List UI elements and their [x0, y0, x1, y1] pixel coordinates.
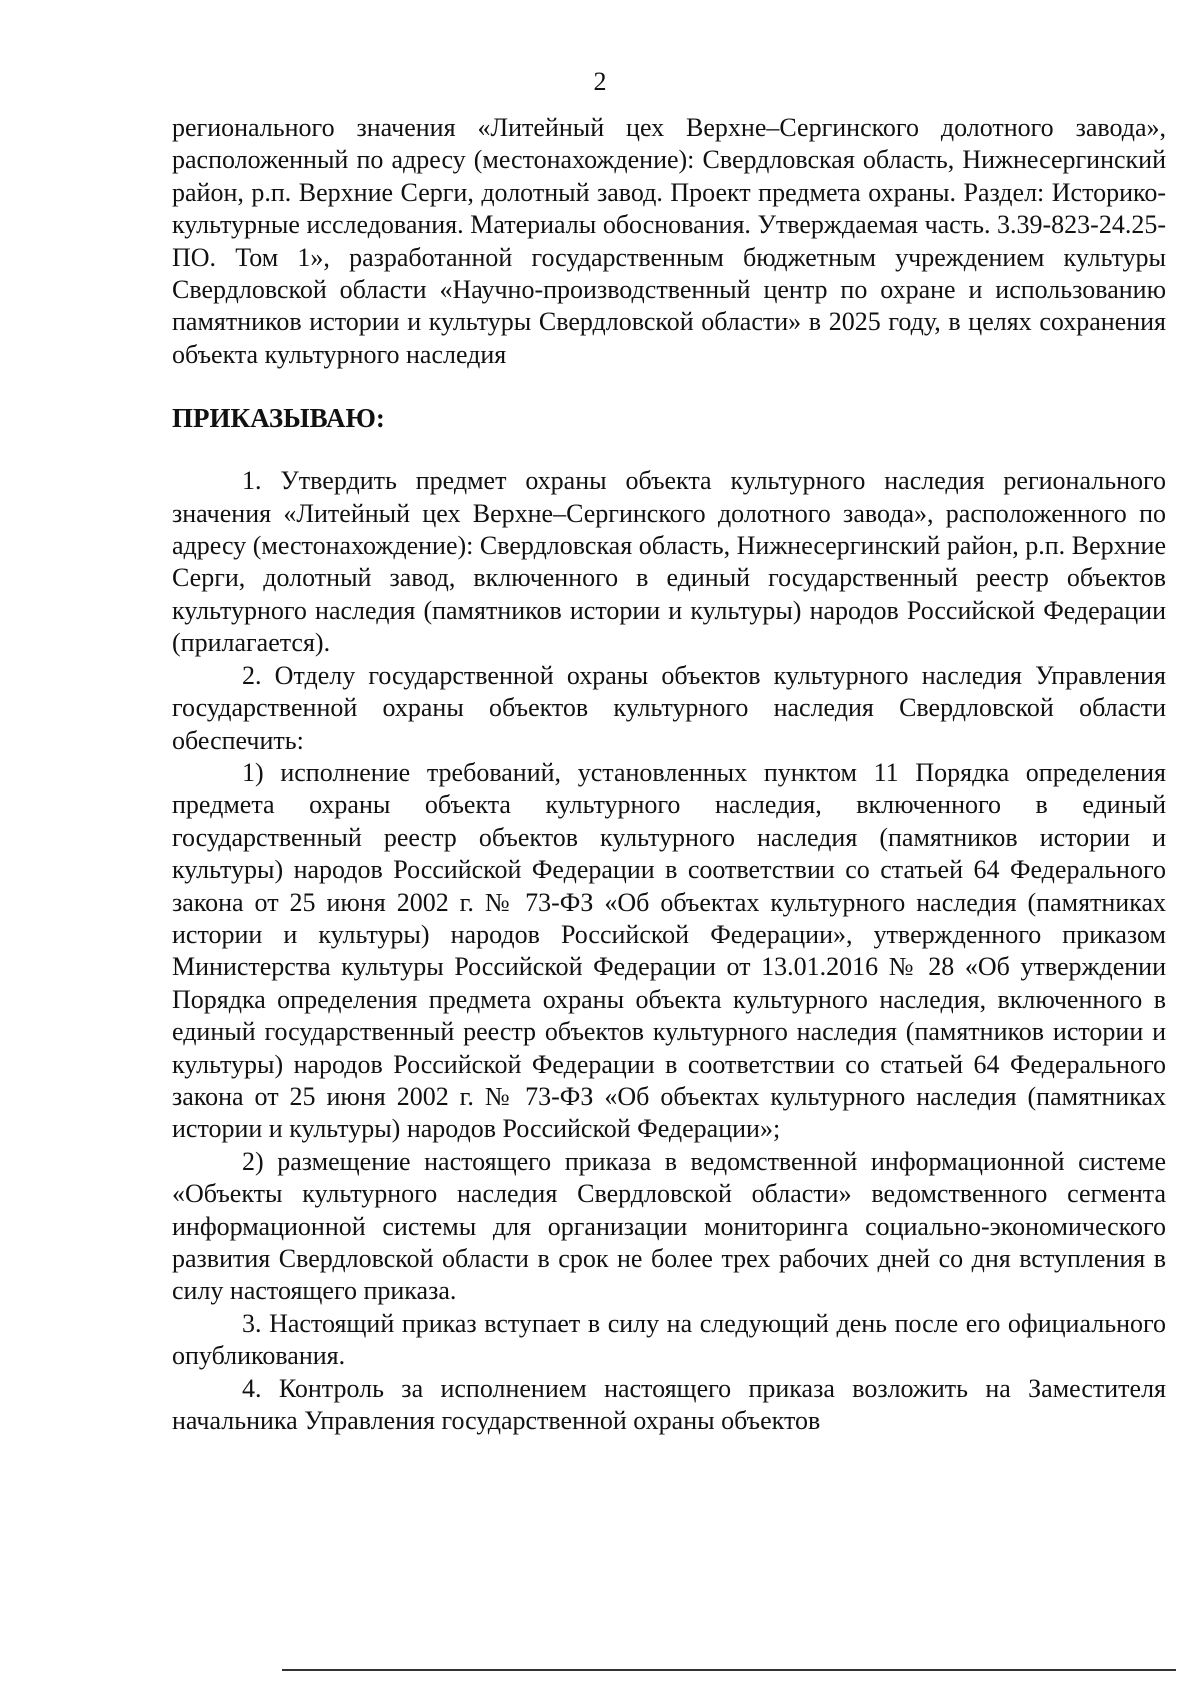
paragraph-subitem-2: 2) размещение настоящего приказа в ведомственной информационной системе «Объекты культурного наследия Свердловской области» ведомственного сегмента информационной системы для организации мониторинга социально-экономического развития Свердловской области в срок не более трех рабочих дней со дня вступления в силу настоящего приказа. [172, 1146, 1166, 1306]
paragraph-item-2: 2. Отделу государственной охраны объектов культурного наследия Управления государственной охраны объектов культурного наследия Свердловской области обеспечить: [172, 660, 1166, 755]
footer-rule [282, 1669, 1176, 1671]
paragraph-subitem-1: 1) исполнение требований, установленных пунктом 11 Порядка определения предмета охраны объекта культурного наследия, включенного в единый государственный реестр объектов культурного наследия (памятников истории и культуры) народов Российской Федерации в соответствии со статьей 64 Федерального закона от 25 июня 2002 г. № 73-ФЗ «Об объектах культурного наследия (памятниках истории и культуры) народов Российской Федерации», утвержденного приказом Министерства культуры Российской Федерации от 13.01.2016 № 28 «Об утверждении Порядка определения предмета охраны объекта культурного наследия, включенного в единый государственный реестр объектов культурного наследия (памятников истории и культуры) народов Российской Федерации в соответствии со статьей 64 Федерального закона от 25 июня 2002 г. № 73-ФЗ «Об объектах культурного наследия (памятниках истории и культуры) народов Российской Федерации»; [172, 757, 1166, 1144]
paragraph-item-3: 3. Настоящий приказ вступает в силу на следующий день после его официального опубликования. [172, 1308, 1166, 1371]
paragraph-item-1: 1. Утвердить предмет охраны объекта культурного наследия регионального значения «Литейный цех Верхне–Сергинского долотного завода», расположенного по адресу (местонахождение): Свердловская область, Нижнесергинский район, р.п. Верхние Серги, долотный завод, включенного в единый государственный реестр объектов культурного наследия (памятников истории и культуры) народов Российской Федерации (прилагается). [172, 466, 1166, 658]
page-number: 2 [593, 67, 607, 96]
document-body [172, 112, 1166, 1437]
order-heading: ПРИКАЗЫВАЮ: [172, 403, 385, 434]
paragraph-item-4: 4. Контроль за исполнением настоящего приказа возложить на Заместителя начальника Управления государственной охраны объектов [172, 1373, 1166, 1436]
intro-paragraph: регионального значения «Литейный цех Верхне–Сергинского долотного завода», расположенный по адресу (местонахождение): Свердловская область, Нижнесергинский район, р.п. Верхние Серги, долотный завод. Проект предмета охраны. Раздел: Историко-культурные исследования. Материалы обоснования. Утверждаемая часть. 3.39-823-24.25-ПО. Том 1», разработанной государственным бюджетным учреждением культуры Свердловской области «Научно-производственный центр по охране и использованию памятников истории и культуры Свердловской области» в 2025 году, в целях сохранения объекта культурного наследия [172, 113, 1166, 369]
